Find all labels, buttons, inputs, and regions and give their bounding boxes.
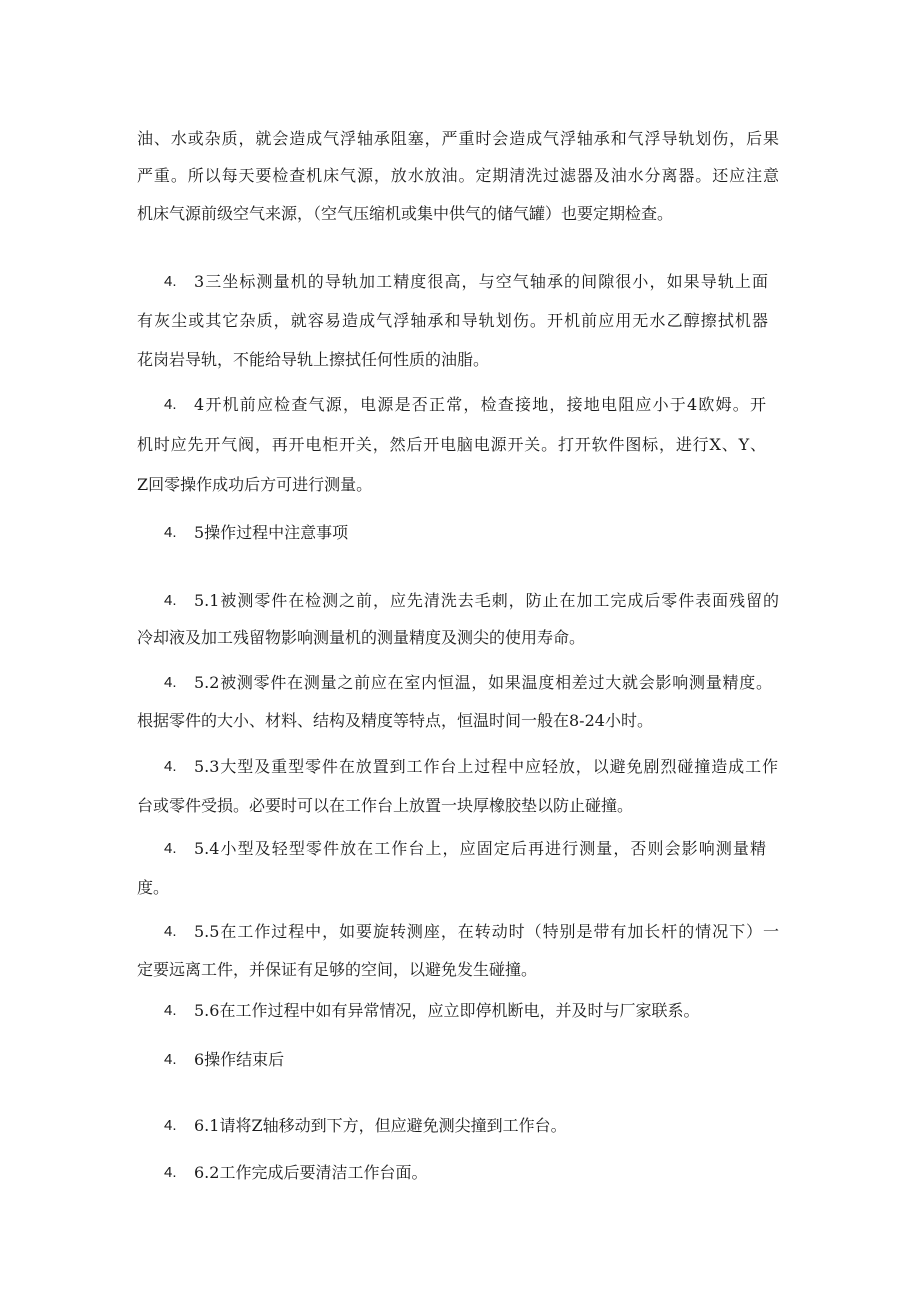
text-line: 5.3大型及重型零件在放置到工作台上过程中应轻放，以避免剧烈碰撞造成工作 <box>194 757 778 776</box>
text-line: 冷却液及加工残留物影响测量机的测量精度及测尖的使用寿命。 <box>137 628 586 647</box>
text-line: 有灰尘或其它杂质，就容易造成气浮轴承和导轨划伤。开机前应用无水乙醇擦拭机器 <box>137 311 768 330</box>
section-number: 4. <box>164 840 177 857</box>
section-number: 4. <box>164 1002 177 1019</box>
section-number: 4. <box>164 1117 177 1134</box>
text-line: 3三坐标测量机的导轨加工精度很高，与空气轴承的间隙很小，如果导轨上面 <box>194 272 768 291</box>
text-line: 5.2被测零件在测量之前应在室内恒温，如果温度相差过大就会影响测量精度。 <box>194 673 772 692</box>
section-number: 4. <box>164 273 177 290</box>
section-number: 4. <box>164 674 177 691</box>
text-line: 严重。所以每天要检查机床气源，放水放油。定期清洗过滤器及油水分离器。还应注意 <box>137 166 779 185</box>
text-line: 6.2工作完成后要清洁工作台面。 <box>194 1163 428 1182</box>
section-number: 4. <box>164 758 177 775</box>
text-line: 油、水或杂质，就会造成气浮轴承阻塞，严重时会造成气浮轴承和气浮导轨划伤，后果 <box>137 129 779 148</box>
section-number: 4. <box>164 524 177 541</box>
text-line: 5.1被测零件在检测之前，应先清洗去毛刺，防止在加工完成后零件表面残留的 <box>194 591 779 610</box>
text-line: 机床气源前级空气来源，（空气压缩机或集中供气的储气罐）也要定期检查。 <box>137 204 674 223</box>
section-number: 4. <box>164 1051 177 1068</box>
text-line: 5.6在工作过程中如有异常情况，应立即停机断电，并及时与厂家联系。 <box>194 1001 700 1020</box>
text-line: Z回零操作成功后方可进行测量。 <box>137 475 373 494</box>
text-line: 6.1请将Z轴移动到下方，但应避免测尖撞到工作台。 <box>194 1116 567 1135</box>
text-line: 4开机前应检查气源，电源是否正常，检查接地，接地电阻应小于4欧姆。开 <box>194 395 766 414</box>
text-line: 5.4小型及轻型零件放在工作台上，应固定后再进行测量，否则会影响测量精 <box>194 839 766 858</box>
section-number: 4. <box>164 396 177 413</box>
section-number: 4. <box>164 592 177 609</box>
text-line: 机时应先开气阀，再开电柜开关，然后开电脑电源开关。打开软件图标，进行X、Y、 <box>137 435 766 454</box>
section-number: 4. <box>164 1164 177 1181</box>
section-heading: 6操作结束后 <box>194 1050 285 1069</box>
section-number: 4. <box>164 923 177 940</box>
text-line: 台或零件受损。必要时可以在工作台上放置一块厚橡胶垫以防止碰撞。 <box>137 796 634 815</box>
text-line: 花岗岩导轨，不能给导轨上擦拭任何性质的油脂。 <box>137 350 490 369</box>
section-heading: 5操作过程中注意事项 <box>194 523 349 542</box>
text-line: 根据零件的大小、材料、结构及精度等特点，恒温时间一般在8-24小时。 <box>137 711 653 730</box>
text-line: 定要远离工件，并保证有足够的空间，以避免发生碰撞。 <box>137 960 538 979</box>
text-line: 5.5在工作过程中，如要旋转测座，在转动时（特别是带有加长杆的情况下）一 <box>194 922 779 941</box>
text-line: 度。 <box>137 878 170 897</box>
